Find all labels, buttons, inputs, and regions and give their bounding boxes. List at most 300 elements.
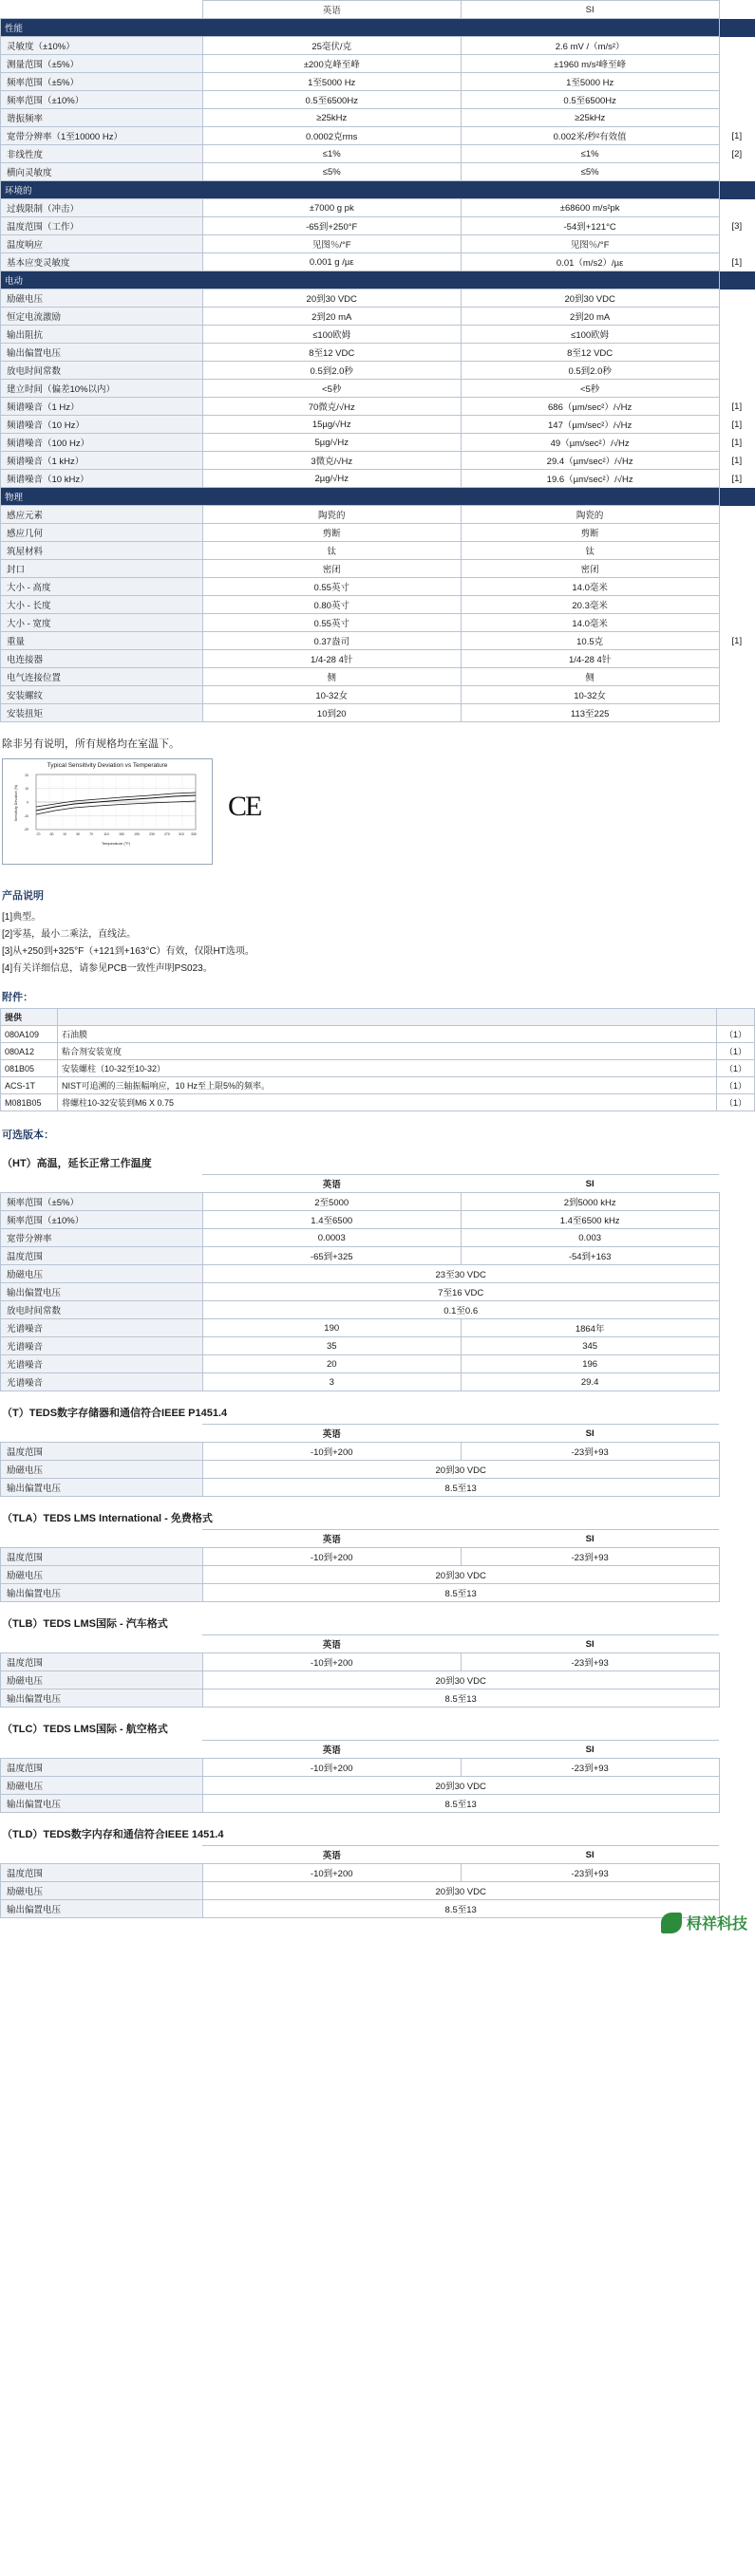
- spec-row-label: 重量: [1, 632, 203, 650]
- spec-row-si: 10.5克: [461, 632, 719, 650]
- option-row-value: 8.5至13: [202, 1584, 719, 1602]
- spec-row: [1, 235, 755, 253]
- spec-row: [1, 344, 755, 362]
- option-row-label: 光谱噪音: [1, 1337, 203, 1355]
- option-row: [1, 1671, 755, 1689]
- spec-row-label: 安装扭矩: [1, 704, 203, 722]
- option-row-english: 35: [202, 1337, 461, 1355]
- options-title: 可选版本：: [2, 1129, 54, 1141]
- option-row-si: -23到+93: [461, 1548, 719, 1566]
- spec-row-label: 灵敏度（±10%）: [1, 37, 203, 55]
- option-row: [1, 1373, 755, 1391]
- spec-row-label: 感应元素: [1, 506, 203, 524]
- option-row-label: 温度范围: [1, 1759, 203, 1777]
- option-row-si: -23到+93: [461, 1759, 719, 1777]
- options-blocks: [0, 1155, 755, 1918]
- svg-text:150: 150: [119, 832, 124, 836]
- option-row-si: 2到5000 kHz: [461, 1193, 719, 1211]
- attachments-title: 附件：: [2, 992, 33, 1003]
- option-row: [1, 1301, 755, 1319]
- spec-row-english: 侧: [202, 668, 461, 686]
- option-row-label: 输出偏置电压: [1, 1283, 203, 1301]
- spec-row-note: [719, 55, 754, 73]
- chart-zone: [0, 758, 755, 872]
- spec-row-si: 1/4-28 4针: [461, 650, 719, 668]
- option-row: [1, 1584, 755, 1602]
- spec-row-note: [719, 37, 754, 55]
- attachment-qty: （1）: [717, 1077, 755, 1094]
- svg-text:20: 20: [25, 774, 28, 777]
- spec-row-label: 频谱噪音（10 Hz）: [1, 416, 203, 434]
- spec-row-si: 14.0毫米: [461, 614, 719, 632]
- svg-text:30: 30: [76, 832, 80, 836]
- option-block-heading: （T）TEDS数字存储器和通信符合IEEE P1451.4: [2, 1408, 228, 1419]
- option-row-english: 1.4至6500: [202, 1211, 461, 1229]
- spec-row-label: 励磁电压: [1, 289, 203, 308]
- option-row: [1, 1566, 755, 1584]
- option-table: [0, 1529, 755, 1602]
- spec-row-note: [719, 560, 754, 578]
- spec-row-english: 2到20 mA: [202, 308, 461, 326]
- option-header-row: [1, 1635, 755, 1653]
- option-row-label: 输出偏置电压: [1, 1900, 203, 1918]
- attachment-code: 080A109: [1, 1026, 58, 1043]
- spec-row: [1, 668, 755, 686]
- spec-row: [1, 578, 755, 596]
- spec-row-note: [719, 344, 754, 362]
- spec-row-note: [719, 542, 754, 560]
- attachment-row: [1, 1026, 755, 1043]
- spec-row-english: 陶瓷的: [202, 506, 461, 524]
- spec-row-english: 0.5到2.0秒: [202, 362, 461, 380]
- option-row-english: -10到+200: [202, 1653, 461, 1671]
- svg-text:330: 330: [191, 832, 197, 836]
- option-header-english: 英语: [202, 1425, 461, 1443]
- spec-row-english: 0.80英寸: [202, 596, 461, 614]
- spec-row-si: 侧: [461, 668, 719, 686]
- option-row: [1, 1864, 755, 1882]
- spec-row-english: ≤100欧姆: [202, 326, 461, 344]
- leaf-icon: [661, 1913, 682, 1933]
- option-row-value: 20到30 VDC: [202, 1777, 719, 1795]
- option-row-label: 温度范围: [1, 1653, 203, 1671]
- option-row-label: 励磁电压: [1, 1777, 203, 1795]
- ce-mark-icon: CE: [228, 791, 261, 822]
- spec-row-note: [719, 380, 754, 398]
- spec-row-label: 频率范围（±5%）: [1, 73, 203, 91]
- spec-table: [0, 0, 755, 722]
- attachments-table: [0, 1008, 755, 1111]
- option-row: [1, 1211, 755, 1229]
- option-row-english: -65到+325: [202, 1247, 461, 1265]
- attachment-desc: 粘合剂安装宽度: [58, 1043, 717, 1060]
- spec-row-si: -54到+121°C: [461, 217, 719, 235]
- spec-row-label: 谐振频率: [1, 109, 203, 127]
- spec-row: [1, 199, 755, 217]
- spec-row-english: 15µg/√Hz: [202, 416, 461, 434]
- spec-row-note: [1]: [719, 127, 754, 145]
- spec-row-english: 0.0002克rms: [202, 127, 461, 145]
- spec-row-label: 输出偏置电压: [1, 344, 203, 362]
- option-table: [0, 1845, 755, 1918]
- option-row-label: 光谱噪音: [1, 1373, 203, 1391]
- spec-row-label: 频谱噪音（100 Hz）: [1, 434, 203, 452]
- spec-row-si: ≤100欧姆: [461, 326, 719, 344]
- svg-text:0: 0: [27, 800, 28, 805]
- spec-header-row: [1, 1, 755, 19]
- spec-row: [1, 109, 755, 127]
- attachment-qty: （1）: [717, 1026, 755, 1043]
- option-row: [1, 1283, 755, 1301]
- option-row-value: 7至16 VDC: [202, 1283, 719, 1301]
- product-note-line: [4]有关详细信息，请参见PCB一致性声明PS023。: [2, 963, 213, 974]
- spec-section-title: 性能: [1, 19, 720, 37]
- option-row-si: 196: [461, 1355, 719, 1373]
- spec-row-english: ≥25kHz: [202, 109, 461, 127]
- spec-row: [1, 145, 755, 163]
- option-row-english: 20: [202, 1355, 461, 1373]
- option-row: [1, 1548, 755, 1566]
- spec-row-si: 剪断: [461, 524, 719, 542]
- option-row: [1, 1247, 755, 1265]
- option-row: [1, 1337, 755, 1355]
- spec-row-label: 频谱噪音（1 Hz）: [1, 398, 203, 416]
- spec-row-note: [719, 524, 754, 542]
- spec-row-si: 陶瓷的: [461, 506, 719, 524]
- spec-row-si: 0.01（m/s2）/µε: [461, 253, 719, 271]
- option-row: [1, 1479, 755, 1497]
- option-row: [1, 1653, 755, 1671]
- spec-row-note: [1]: [719, 398, 754, 416]
- svg-text:310: 310: [179, 832, 184, 836]
- spec-row-english: 0.37盎司: [202, 632, 461, 650]
- spec-row-si: 686（µm/sec²）/√Hz: [461, 398, 719, 416]
- spec-row-label: 横向灵敏度: [1, 163, 203, 181]
- spec-row-note: [719, 109, 754, 127]
- spec-row-si: 钛: [461, 542, 719, 560]
- spec-row-english: ±200克峰至峰: [202, 55, 461, 73]
- option-block-heading: （TLD）TEDS数字内存和通信符合IEEE 1451.4: [2, 1829, 224, 1840]
- spec-row-si: 见图％/°F: [461, 235, 719, 253]
- svg-text:Sensitivity Deviation (%): Sensitivity Deviation (%): [14, 784, 18, 822]
- attachments-header-qty: [717, 1009, 755, 1026]
- option-header-si: SI: [461, 1741, 719, 1759]
- spec-row: [1, 704, 755, 722]
- spec-row-label: 基本应变灵敏度: [1, 253, 203, 271]
- spec-row-label: 筑屋材料: [1, 542, 203, 560]
- spec-row: [1, 362, 755, 380]
- spec-row-note: [719, 163, 754, 181]
- spec-row-note: [719, 704, 754, 722]
- spec-row-si: 10-32女: [461, 686, 719, 704]
- option-row-value: 20到30 VDC: [202, 1461, 719, 1479]
- spec-row-label: 封口: [1, 560, 203, 578]
- svg-text:10: 10: [25, 787, 28, 791]
- option-row: [1, 1193, 755, 1211]
- attachment-desc: 将螺柱10-32安装到M6 X 0.75: [58, 1094, 717, 1111]
- spec-section-title: 环境的: [1, 181, 720, 199]
- spec-row-si: 20到30 VDC: [461, 289, 719, 308]
- option-row-english: 2至5000: [202, 1193, 461, 1211]
- attachments-header-row: [1, 1009, 755, 1026]
- spec-row-si: 113至225: [461, 704, 719, 722]
- spec-row: [1, 55, 755, 73]
- option-row-value: 8.5至13: [202, 1689, 719, 1708]
- spec-row-si: ≤1%: [461, 145, 719, 163]
- spec-row-si: ±1960 m/s²峰至峰: [461, 55, 719, 73]
- option-header-row: [1, 1425, 755, 1443]
- option-row-value: 8.5至13: [202, 1479, 719, 1497]
- spec-row: [1, 380, 755, 398]
- spec-row-english: 0.55英寸: [202, 614, 461, 632]
- spec-row-note: [719, 308, 754, 326]
- spec-row-si: 19.6（µm/sec²）/√Hz: [461, 470, 719, 488]
- option-row-label: 输出偏置电压: [1, 1795, 203, 1813]
- spec-row-si: 0.5到2.0秒: [461, 362, 719, 380]
- option-row-label: 光谱噪音: [1, 1355, 203, 1373]
- svg-text:10: 10: [63, 832, 66, 836]
- spec-row: [1, 434, 755, 452]
- spec-row-english: 剪断: [202, 524, 461, 542]
- attachment-row: [1, 1043, 755, 1060]
- spec-row: [1, 542, 755, 560]
- option-row-label: 输出偏置电压: [1, 1689, 203, 1708]
- spec-row-label: 大小 - 长度: [1, 596, 203, 614]
- option-row-english: 3: [202, 1373, 461, 1391]
- option-row-si: 1.4至6500 kHz: [461, 1211, 719, 1229]
- option-table: [0, 1740, 755, 1813]
- svg-text:-10: -10: [24, 814, 28, 818]
- spec-row-si: 8至12 VDC: [461, 344, 719, 362]
- option-row-english: -10到+200: [202, 1759, 461, 1777]
- svg-text:230: 230: [149, 832, 155, 836]
- spec-row-si: 0.002米/秒²有效值: [461, 127, 719, 145]
- option-row-si: 345: [461, 1337, 719, 1355]
- spec-row: [1, 253, 755, 271]
- spec-row-note: [719, 650, 754, 668]
- option-row-english: -10到+200: [202, 1864, 461, 1882]
- svg-text:-30: -30: [48, 832, 54, 836]
- option-row-value: 8.5至13: [202, 1795, 719, 1813]
- spec-row-si: 49（µm/sec²）/√Hz: [461, 434, 719, 452]
- option-row-label: 频率范围（±5%）: [1, 1193, 203, 1211]
- attachment-qty: （1）: [717, 1060, 755, 1077]
- spec-row-english: 70微克/√Hz: [202, 398, 461, 416]
- option-row-english: 190: [202, 1319, 461, 1337]
- option-row: [1, 1759, 755, 1777]
- spec-row-note: [719, 596, 754, 614]
- spec-row-english: 20到30 VDC: [202, 289, 461, 308]
- spec-row: [1, 398, 755, 416]
- spec-section-header: [1, 271, 755, 289]
- option-header-si: SI: [461, 1635, 719, 1653]
- attachment-code: ACS-1T: [1, 1077, 58, 1094]
- spec-row-note: [1]: [719, 470, 754, 488]
- spec-row-label: 建立时间（偏差10%以内）: [1, 380, 203, 398]
- svg-text:Temperature (°F): Temperature (°F): [101, 841, 131, 846]
- option-row-label: 温度范围: [1, 1548, 203, 1566]
- option-row-label: 宽带分辨率: [1, 1229, 203, 1247]
- option-row-label: 温度范围: [1, 1864, 203, 1882]
- spec-row-english: 0.5至6500Hz: [202, 91, 461, 109]
- room-temp-note: 除非另有说明，所有规格均在室温下。: [2, 738, 179, 750]
- spec-row-english: <5秒: [202, 380, 461, 398]
- option-row-si: -23到+93: [461, 1653, 719, 1671]
- option-row-label: 励磁电压: [1, 1671, 203, 1689]
- spec-row-english: 1/4-28 4针: [202, 650, 461, 668]
- spec-row-english: 10-32女: [202, 686, 461, 704]
- spec-row-label: 电连接器: [1, 650, 203, 668]
- option-header-si: SI: [461, 1175, 719, 1193]
- option-row-label: 输出偏置电压: [1, 1584, 203, 1602]
- attachments-header-code: 提供: [1, 1009, 58, 1026]
- option-row-label: 光谱噪音: [1, 1319, 203, 1337]
- spec-row-english: 10到20: [202, 704, 461, 722]
- spec-row-note: [719, 235, 754, 253]
- spec-row-si: 0.5至6500Hz: [461, 91, 719, 109]
- option-header-english: 英语: [202, 1846, 461, 1864]
- spec-row-english: 2µg/√Hz: [202, 470, 461, 488]
- spec-row-english: 1至5000 Hz: [202, 73, 461, 91]
- attachment-code: 081B05: [1, 1060, 58, 1077]
- option-table: [0, 1424, 755, 1497]
- option-header-english: 英语: [202, 1635, 461, 1653]
- spec-row-label: 频谱噪音（1 kHz）: [1, 452, 203, 470]
- option-row-si: -23到+93: [461, 1443, 719, 1461]
- spec-header-english: 英语: [202, 1, 461, 19]
- option-row-label: 放电时间常数: [1, 1301, 203, 1319]
- spec-row-note: [719, 362, 754, 380]
- option-row: [1, 1265, 755, 1283]
- spec-row-si: 2.6 mV /（m/s²）: [461, 37, 719, 55]
- option-row-english: -10到+200: [202, 1548, 461, 1566]
- spec-row-note: [2]: [719, 145, 754, 163]
- spec-row-english: 0.55英寸: [202, 578, 461, 596]
- spec-row-label: 测量范围（±5%）: [1, 55, 203, 73]
- spec-row-si: 密闭: [461, 560, 719, 578]
- spec-row-label: 大小 - 宽度: [1, 614, 203, 632]
- option-row: [1, 1900, 755, 1918]
- site-logo: [661, 1912, 747, 1933]
- svg-text:70: 70: [89, 832, 93, 836]
- spec-row-label: 温度范围（工作）: [1, 217, 203, 235]
- spec-row-note: [719, 506, 754, 524]
- option-row-value: 20到30 VDC: [202, 1882, 719, 1900]
- spec-row-note: [1]: [719, 416, 754, 434]
- option-header-row: [1, 1530, 755, 1548]
- spec-section-title: 电动: [1, 271, 720, 289]
- spec-row-english: ≤5%: [202, 163, 461, 181]
- svg-text:-20: -20: [24, 828, 28, 831]
- attachment-desc: NIST可追溯的三轴振幅响应，10 Hz至上限5%的频率。: [58, 1077, 717, 1094]
- spec-row-si: <5秒: [461, 380, 719, 398]
- svg-text:-70: -70: [35, 832, 41, 836]
- spec-row-si: 20.3毫米: [461, 596, 719, 614]
- option-block-heading: （HT）高温，延长正常工作温度: [2, 1158, 152, 1169]
- option-row: [1, 1461, 755, 1479]
- spec-row-label: 感应几何: [1, 524, 203, 542]
- spec-row-label: 大小 - 高度: [1, 578, 203, 596]
- spec-row-si: 1至5000 Hz: [461, 73, 719, 91]
- spec-row-label: 安装螺纹: [1, 686, 203, 704]
- spec-section-title: 物理: [1, 488, 720, 506]
- spec-row: [1, 686, 755, 704]
- spec-row-note: [719, 668, 754, 686]
- spec-row: [1, 650, 755, 668]
- option-header-si: SI: [461, 1846, 719, 1864]
- spec-row-note: [719, 289, 754, 308]
- logo-text: 桪祥科技: [686, 1916, 747, 1932]
- spec-header-blank: [1, 1, 203, 19]
- svg-text:190: 190: [134, 832, 140, 836]
- option-row-label: 励磁电压: [1, 1265, 203, 1283]
- option-row-label: 励磁电压: [1, 1882, 203, 1900]
- attachment-qty: （1）: [717, 1043, 755, 1060]
- spec-row: [1, 416, 755, 434]
- attachments-header-desc: [58, 1009, 717, 1026]
- spec-row: [1, 326, 755, 344]
- spec-row-label: 频率范围（±10%）: [1, 91, 203, 109]
- spec-row: [1, 632, 755, 650]
- product-note-line: [1]典型。: [2, 912, 42, 923]
- option-row-label: 频率范围（±10%）: [1, 1211, 203, 1229]
- spec-row-si: 14.0毫米: [461, 578, 719, 596]
- option-row-si: 29.4: [461, 1373, 719, 1391]
- spec-row-english: ±7000 g pk: [202, 199, 461, 217]
- spec-row-label: 过载限制（冲击）: [1, 199, 203, 217]
- spec-row-note: [719, 199, 754, 217]
- option-header-english: 英语: [202, 1741, 461, 1759]
- spec-row-note: [719, 686, 754, 704]
- option-table: [0, 1174, 755, 1391]
- spec-row-english: 5µg/√Hz: [202, 434, 461, 452]
- option-row: [1, 1689, 755, 1708]
- spec-header-si: SI: [461, 1, 719, 19]
- spec-row: [1, 596, 755, 614]
- spec-row-note: [719, 91, 754, 109]
- option-row-si: 0.003: [461, 1229, 719, 1247]
- svg-text:110: 110: [104, 832, 109, 836]
- spec-row-label: 非线性度: [1, 145, 203, 163]
- spec-row-label: 输出阻抗: [1, 326, 203, 344]
- spec-row-note: [719, 578, 754, 596]
- option-row-si: 1864年: [461, 1319, 719, 1337]
- spec-row: [1, 560, 755, 578]
- svg-text:270: 270: [164, 832, 170, 836]
- option-row-label: 励磁电压: [1, 1461, 203, 1479]
- spec-row-note: [1]: [719, 253, 754, 271]
- attachment-code: 080A12: [1, 1043, 58, 1060]
- product-note-line: [3]从+250到+325°F（+121到+163°C）有效，仅限HT选项。: [2, 946, 255, 957]
- option-row-label: 温度范围: [1, 1247, 203, 1265]
- spec-header-note: [719, 1, 754, 19]
- attachment-desc: 安装螺柱（10-32至10-32）: [58, 1060, 717, 1077]
- spec-row-label: 放电时间常数: [1, 362, 203, 380]
- option-header-row: [1, 1846, 755, 1864]
- spec-row-english: -65到+250°F: [202, 217, 461, 235]
- spec-row: [1, 37, 755, 55]
- spec-row-si: ≤5%: [461, 163, 719, 181]
- option-header-english: 英语: [202, 1175, 461, 1193]
- attachment-desc: 石油膜: [58, 1026, 717, 1043]
- spec-row-label: 电气连接位置: [1, 668, 203, 686]
- option-row-english: -10到+200: [202, 1443, 461, 1461]
- option-row-value: 20到30 VDC: [202, 1671, 719, 1689]
- spec-row-si: ±68600 m/s²pk: [461, 199, 719, 217]
- spec-row-english: 3微克/√Hz: [202, 452, 461, 470]
- spec-row-note: [719, 73, 754, 91]
- option-block-heading: （TLA）TEDS LMS International - 免费格式: [2, 1513, 213, 1524]
